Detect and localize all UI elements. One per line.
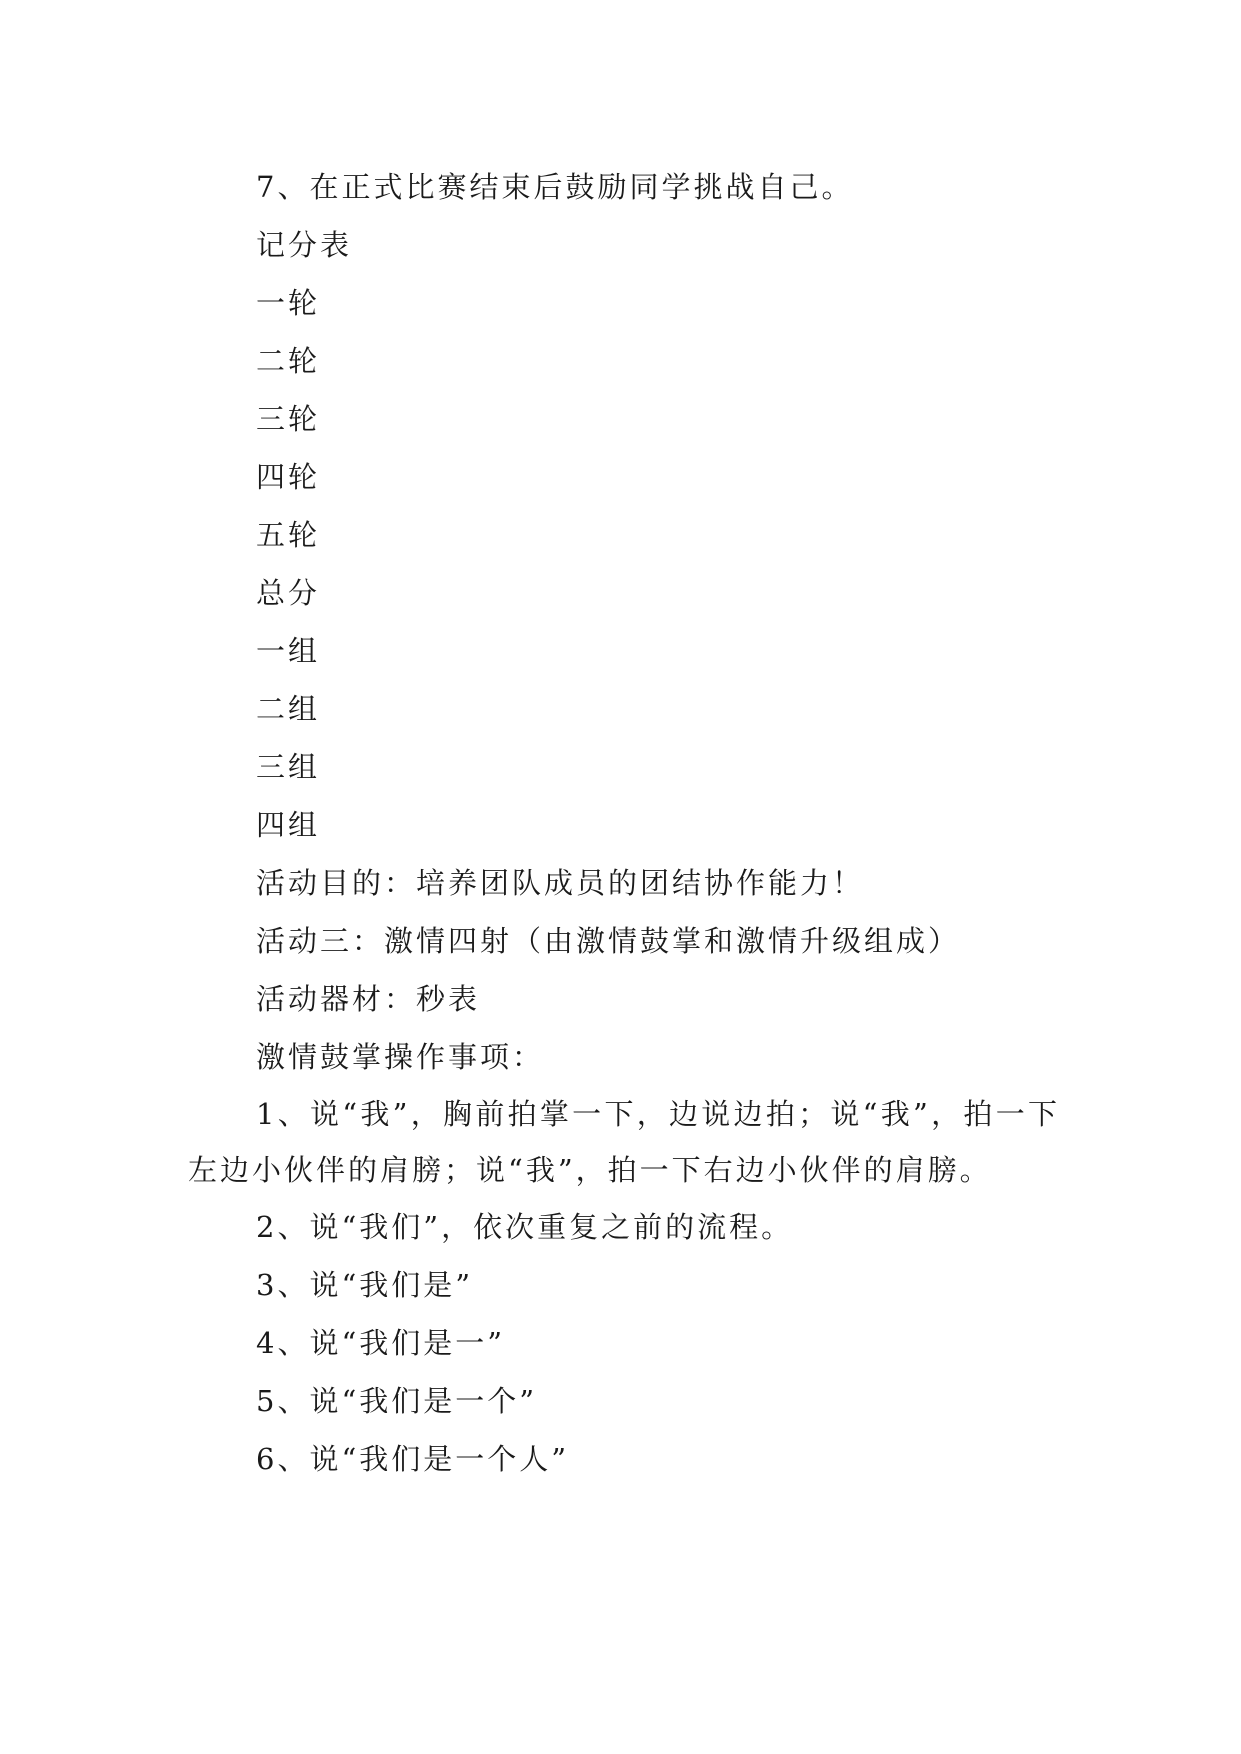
round-3-label: 三轮: [256, 402, 321, 436]
round-5-label: 五轮: [256, 518, 321, 552]
round-1-label: 一轮: [256, 286, 321, 320]
round-4-label: 四轮: [256, 460, 321, 494]
activity-three-title: 活动三：激情四射（由激情鼓掌和激情升级组成）: [256, 924, 961, 958]
total-score-label: 总分: [256, 576, 321, 610]
step-5-text: 5、说“我们是一个”: [256, 1384, 538, 1418]
step-3-text: 3、说“我们是”: [256, 1268, 474, 1302]
clapping-instructions-heading: 激情鼓掌操作事项：: [256, 1040, 545, 1074]
step-2-text: 2、说“我们”，依次重复之前的流程。: [256, 1210, 794, 1244]
activity-purpose: 活动目的：培养团队成员的团结协作能力！: [256, 866, 865, 900]
scoreboard-title: 记分表: [256, 228, 353, 262]
step-1-paragraph: 1、说“我”，胸前拍掌一下，边说边拍；说“我”，拍一下左边小伙伴的肩膀；说“我”，拍一下右边小伙伴的肩膀。: [188, 1097, 1060, 1187]
group-2-label: 二组: [256, 692, 321, 726]
step-6-text: 6、说“我们是一个人”: [256, 1442, 570, 1476]
step-4-text: 4、说“我们是一”: [256, 1326, 506, 1360]
group-1-label: 一组: [256, 634, 321, 668]
group-4-label: 四组: [256, 808, 321, 842]
round-2-label: 二轮: [256, 344, 321, 378]
group-3-label: 三组: [256, 750, 321, 784]
activity-equipment: 活动器材：秒表: [256, 982, 481, 1016]
document-body: [188, 158, 1060, 1488]
step-7-text: 7、在正式比赛结束后鼓励同学挑战自己。: [256, 170, 854, 204]
